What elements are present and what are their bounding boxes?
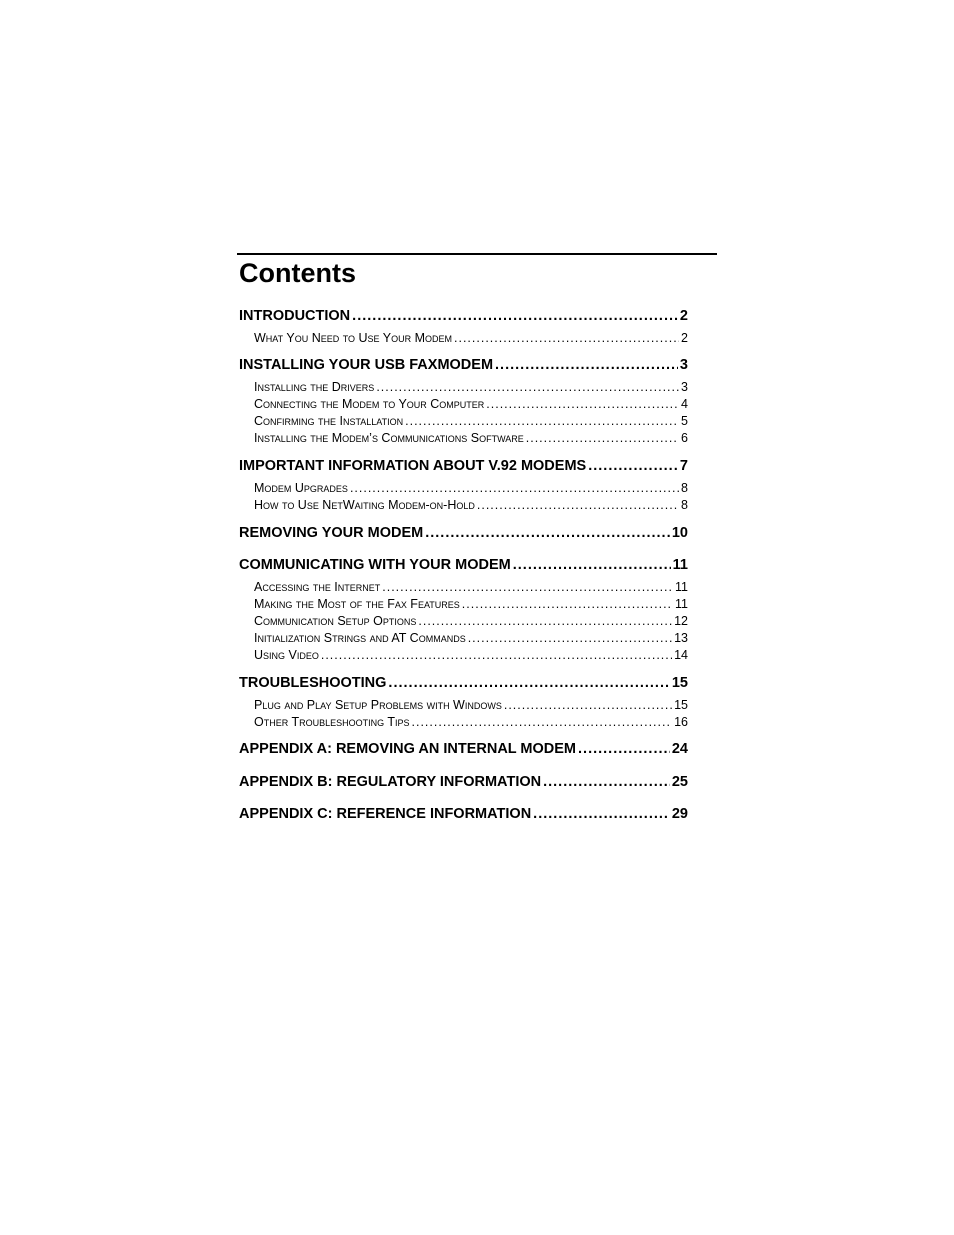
dot-leader	[468, 631, 672, 645]
dot-leader	[321, 648, 672, 662]
toc-entry-page: 25	[671, 774, 688, 790]
toc-entry-page: 24	[671, 741, 688, 757]
title-rule	[237, 253, 717, 255]
dot-leader	[454, 331, 679, 345]
toc-entry-page: 8	[681, 481, 688, 495]
toc-entry-label: Using Video	[254, 648, 319, 662]
toc-entry-label: APPENDIX B: REGULATORY INFORMATION	[239, 774, 542, 790]
toc-entry[interactable]	[239, 331, 688, 345]
toc-entry-page: 16	[674, 715, 688, 729]
toc-entry-page: 2	[681, 331, 688, 345]
toc-entry-label: Initialization Strings and AT Commands	[254, 631, 466, 645]
toc-entry-label: Accessing the Internet	[254, 580, 381, 594]
toc-entry-label: INSTALLING YOUR USB FAXMODEM	[239, 357, 494, 373]
toc-entry[interactable]	[239, 675, 688, 691]
toc-entry-label: Communication Setup Options	[254, 614, 417, 628]
toc-entry[interactable]	[239, 597, 688, 611]
toc-entry-label: IMPORTANT INFORMATION ABOUT V.92 MODEMS	[239, 458, 587, 474]
toc-entry-page: 12	[674, 614, 688, 628]
dot-leader	[533, 806, 670, 822]
toc-entry-page: 5	[681, 414, 688, 428]
toc-entry-label: Confirming the Installation	[254, 414, 404, 428]
dot-leader	[425, 525, 670, 541]
toc-entry[interactable]	[239, 380, 688, 394]
toc-entry-page: 14	[674, 648, 688, 662]
toc-entry-label: Other Troubleshooting Tips	[254, 715, 410, 729]
toc-entry-label: REMOVING YOUR MODEM	[239, 525, 424, 541]
toc-entry[interactable]	[239, 397, 688, 411]
dot-leader	[495, 357, 678, 373]
toc-entry[interactable]	[239, 631, 688, 645]
toc-entry-label: APPENDIX C: REFERENCE INFORMATION	[239, 806, 532, 822]
toc-entry[interactable]	[239, 806, 688, 822]
dot-leader	[412, 715, 673, 729]
toc-entry-page: 11	[672, 557, 688, 573]
toc-entry-label: Installing the Modem’s Communications Software	[254, 431, 524, 445]
dot-leader	[352, 308, 678, 324]
dot-leader	[376, 380, 679, 394]
toc-entry[interactable]	[239, 357, 688, 373]
dot-leader	[504, 698, 672, 712]
dot-leader	[405, 414, 679, 428]
toc-entry-label: COMMUNICATING WITH YOUR MODEM	[239, 557, 511, 573]
toc-entry[interactable]	[239, 557, 688, 573]
toc-entry-page: 3	[681, 380, 688, 394]
dot-leader	[513, 557, 671, 573]
toc-entry-label: INTRODUCTION	[239, 308, 351, 324]
toc-entry-page: 10	[671, 525, 688, 541]
toc-entry-label: What You Need to Use Your Modem	[254, 331, 453, 345]
toc-entry-page: 3	[679, 357, 688, 373]
toc-entry[interactable]	[239, 580, 688, 594]
dot-leader	[477, 498, 679, 512]
toc-entry[interactable]	[239, 308, 688, 324]
toc-entry[interactable]	[239, 741, 688, 757]
dot-leader	[486, 397, 679, 411]
toc-entry-page: 29	[671, 806, 688, 822]
toc-entry-label: Installing the Drivers	[254, 380, 375, 394]
toc-entry-page: 11	[675, 580, 688, 594]
dot-leader	[526, 431, 679, 445]
toc-entry-page: 2	[679, 308, 688, 324]
toc-entry-page: 7	[679, 458, 688, 474]
toc-entry-page: 13	[674, 631, 688, 645]
toc-entry[interactable]	[239, 414, 688, 428]
toc-entry-label: TROUBLESHOOTING	[239, 675, 387, 691]
dot-leader	[462, 597, 673, 611]
toc-entry-page: 11	[675, 597, 688, 611]
toc-entry-label: Modem Upgrades	[254, 481, 348, 495]
toc-entry-page: 6	[681, 431, 688, 445]
toc-entry-label: How to Use NetWaiting Modem-on-Hold	[254, 498, 475, 512]
dot-leader	[350, 481, 679, 495]
toc-entry[interactable]	[239, 481, 688, 495]
toc-entry-label: Plug and Play Setup Problems with Windows	[254, 698, 502, 712]
toc-entry[interactable]	[239, 498, 688, 512]
toc-entry-label: APPENDIX A: REMOVING AN INTERNAL MODEM	[239, 741, 577, 757]
toc-entry[interactable]	[239, 458, 688, 474]
toc-entry[interactable]	[239, 648, 688, 662]
toc-entry[interactable]	[239, 614, 688, 628]
toc-entry[interactable]	[239, 525, 688, 541]
toc-entry-page: 4	[681, 397, 688, 411]
toc-entry[interactable]	[239, 715, 688, 729]
dot-leader	[382, 580, 673, 594]
dot-leader	[418, 614, 672, 628]
toc-entry[interactable]	[239, 698, 688, 712]
toc-entry-label: Making the Most of the Fax Features	[254, 597, 460, 611]
dot-leader	[388, 675, 669, 691]
toc-entry[interactable]	[239, 774, 688, 790]
dot-leader	[588, 458, 678, 474]
dot-leader	[578, 741, 670, 757]
dot-leader	[543, 774, 670, 790]
page-title: Contents	[239, 258, 356, 288]
toc-entry-page: 15	[674, 698, 688, 712]
toc-entry[interactable]	[239, 431, 688, 445]
toc-entry-page: 8	[681, 498, 688, 512]
toc-entry-page: 15	[671, 675, 688, 691]
toc-entry-label: Connecting the Modem to Your Computer	[254, 397, 485, 411]
